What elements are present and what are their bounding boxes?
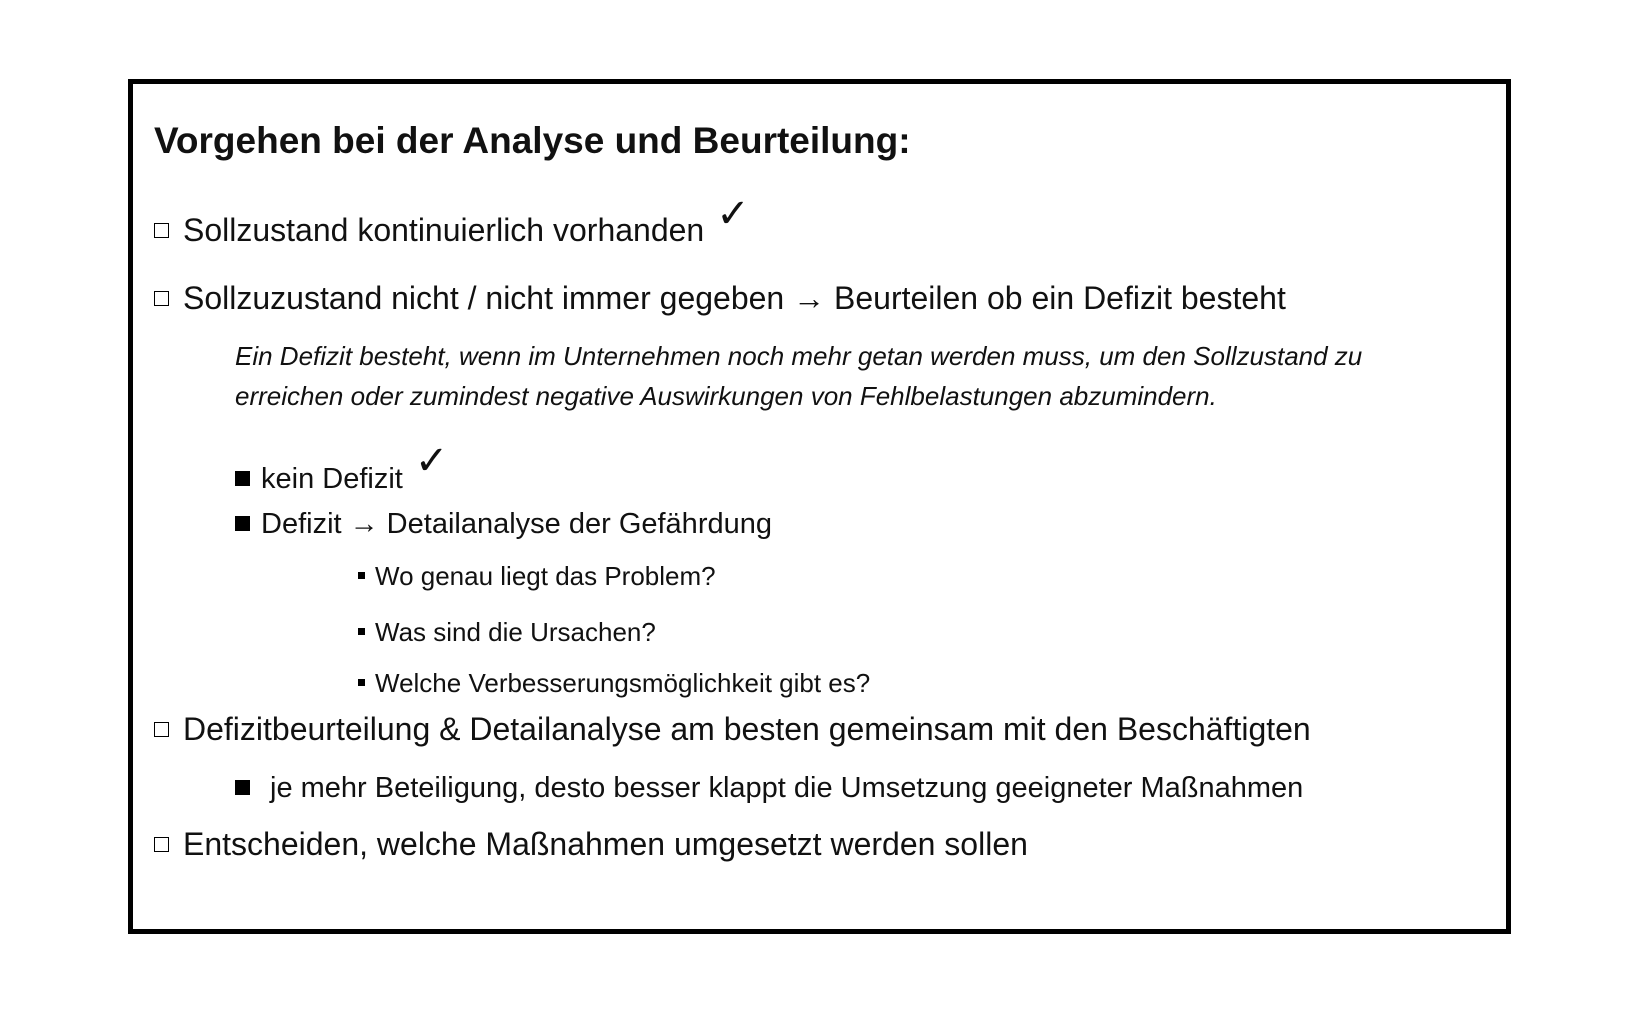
subitem-label: je mehr Beteiligung, desto besser klappt die Umsetzung geeigneter Maßnahmen — [270, 772, 1304, 804]
checkmark-icon: ✓ — [414, 438, 449, 484]
definition-note-line: erreichen oder zumindest negative Auswirkungen von Fehlbelastungen abzumindern. — [235, 381, 1217, 411]
checkbox-empty-icon — [154, 722, 169, 737]
checkbox-empty-icon — [154, 291, 169, 306]
step-item-sollzustand — [154, 191, 750, 249]
subitem-beteiligung — [235, 772, 1303, 805]
checkbox-empty-icon — [154, 837, 169, 852]
subitem-label: kein Defizit — [261, 463, 403, 495]
small-square-bullet-icon — [358, 572, 365, 579]
checkbox-empty-icon — [154, 223, 169, 238]
subitem-kein-defizit — [235, 438, 449, 496]
question-label: Was sind die Ursachen? — [375, 617, 656, 647]
definition-note — [235, 336, 1362, 416]
content-box — [128, 79, 1511, 934]
question-item — [358, 668, 870, 699]
subitem-defizit — [235, 508, 772, 541]
square-bullet-icon — [235, 780, 250, 795]
checkmark-icon: ✓ — [716, 191, 750, 237]
square-bullet-icon — [235, 516, 250, 531]
step-item-entscheiden — [154, 826, 1028, 863]
step-item-label: Entscheiden, welche Maßnahmen umgesetzt werden sollen — [183, 826, 1028, 862]
step-item-label: Defizitbeurteilung & Detailanalyse am besten gemeinsam mit den Beschäftigten — [183, 711, 1311, 747]
square-bullet-icon — [235, 471, 250, 486]
definition-note-line: Ein Defizit besteht, wenn im Unternehmen noch mehr getan werden muss, um den Sollzustand zu — [235, 341, 1363, 371]
step-item-gemeinsam — [154, 711, 1311, 748]
step-item-label: Sollzustand kontinuierlich vorhanden — [183, 212, 705, 248]
question-item — [358, 561, 716, 592]
page-title: Vorgehen bei der Analyse und Beurteilung: — [154, 120, 911, 161]
small-square-bullet-icon — [358, 679, 365, 686]
question-item — [358, 617, 656, 648]
question-label: Welche Verbesserungsmöglichkeit gibt es? — [375, 668, 871, 698]
step-item-label: Sollzuzustand nicht / nicht immer gegeben → Beurteilen ob ein Defizit besteht — [183, 280, 1286, 316]
small-square-bullet-icon — [358, 628, 365, 635]
subitem-label: Defizit → Detailanalyse der Gefährdung — [261, 508, 772, 540]
question-label: Wo genau liegt das Problem? — [375, 561, 716, 591]
step-item-defizit-beurteilen — [154, 280, 1286, 317]
